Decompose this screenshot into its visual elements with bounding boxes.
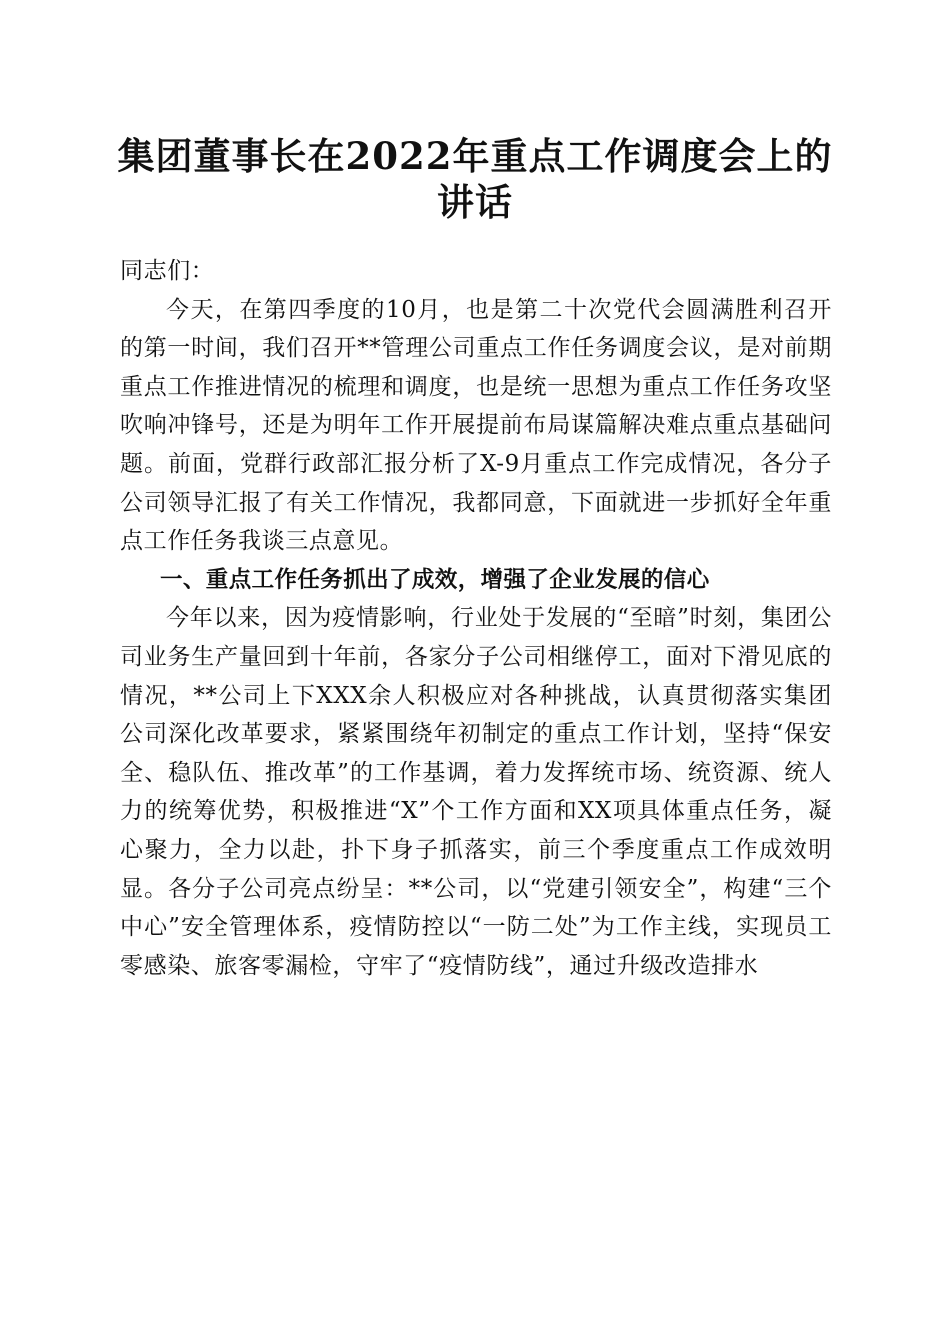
salutation: 同志们： [120,258,215,284]
document-title: 集团董事长在2022年重点工作调度会上的讲话 [117,134,833,224]
section-1-paragraph: 今年以来，因为疫情影响，行业处于发展的“至暗”时刻，集团公司业务生产量回到十年前，各家分子公司相继停工，面对下滑见底的情况，**公司上下XXX余人积极应对各种挑战，认真贯彻落实集团公司深化改革要求，紧紧围绕年初制定的重点工作计划，坚持“保安全、稳队伍、推改革”的工作基调，着力发挥统市场、统资源、统人力的统筹优势，积极推进“X”个工作方面和XX项具体重点任务，凝心聚力，全力以赴，扑下身子抓落实，前三个季度重点工作成效明显。各分子公司亮点纷呈：**公司，以“党建引领安全”，构建“三个中心”安全管理体系，疫情防控以“一防二处”为工作主线，实现员工零感染、旅客零漏检，守牢了“疫情防线”，通过升级改造排水 [120,605,832,979]
document-body [120,252,832,985]
opening-paragraph: 今天，在第四季度的10月，也是第二十次党代会圆满胜利召开的第一时间，我们召开**管理公司重点工作任务调度会议，是对前期重点工作推进情况的梳理和调度，也是统一思想为重点工作任务攻坚吹响冲锋号，还是为明年工作开展提前布局谋篇解决难点重点基础问题。前面，党群行政部汇报分析了X-9月重点工作完成情况，各分子公司领导汇报了有关工作情况，我都同意，下面就进一步抓好全年重点工作任务我谈三点意见。 [120,296,832,555]
section-heading-1: 一、重点工作任务抓出了成效，增强了企业发展的信心 [160,566,710,593]
